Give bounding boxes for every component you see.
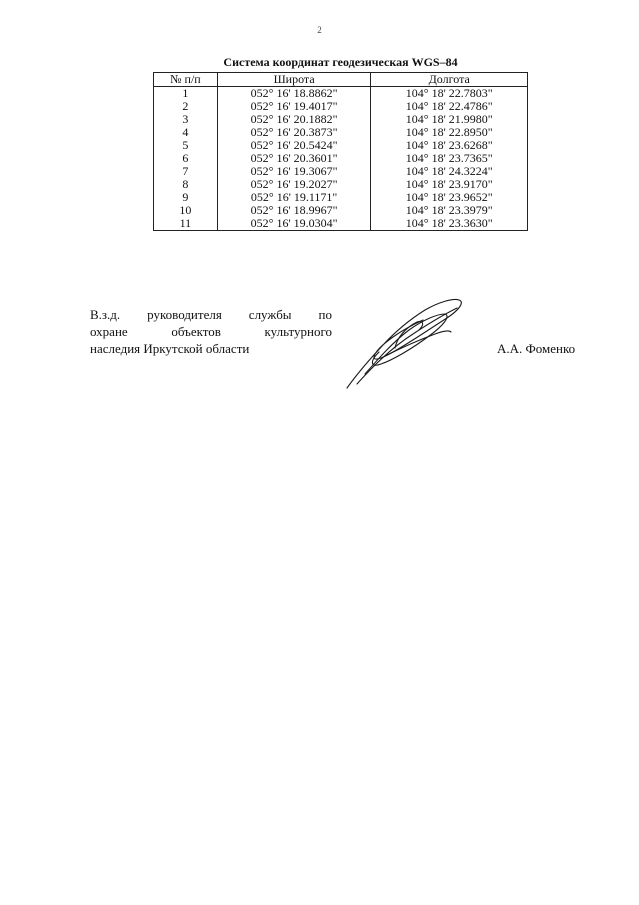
row-longitude: 104° 18' 23.6268" — [371, 139, 528, 152]
signer-position-line-2 — [90, 323, 332, 340]
header-longitude: Долгота — [371, 73, 528, 87]
position-word: В.з.д. — [90, 307, 121, 322]
row-latitude: 052° 16' 20.3601" — [217, 152, 371, 165]
row-latitude: 052° 16' 19.3067" — [217, 165, 371, 178]
row-number: 10 — [154, 204, 218, 217]
row-number: 4 — [154, 126, 218, 139]
row-latitude: 052° 16' 20.5424" — [217, 139, 371, 152]
handwritten-signature — [335, 290, 475, 395]
row-number: 8 — [154, 178, 218, 191]
signer-position-line-1 — [90, 306, 332, 323]
row-longitude: 104° 18' 21.9980" — [371, 113, 528, 126]
signer-name: А.А. Фоменко — [497, 341, 576, 356]
signer-position-line-3: наследия Иркутской области — [90, 341, 250, 356]
row-longitude: 104° 18' 23.7365" — [371, 152, 528, 165]
table-row — [154, 87, 528, 101]
coordinates-table — [153, 72, 528, 231]
header-number: № п/п — [154, 73, 218, 87]
row-latitude: 052° 16' 19.0304" — [217, 217, 371, 231]
row-number: 7 — [154, 165, 218, 178]
row-number: 5 — [154, 139, 218, 152]
row-number: 3 — [154, 113, 218, 126]
row-latitude: 052° 16' 20.3873" — [217, 126, 371, 139]
position-word: объектов — [171, 324, 221, 339]
position-word: культурного — [264, 324, 332, 339]
row-latitude: 052° 16' 19.2027" — [217, 178, 371, 191]
row-longitude: 104° 18' 23.9652" — [371, 191, 528, 204]
position-word: службы — [248, 307, 292, 322]
row-number: 6 — [154, 152, 218, 165]
position-word: руководителя — [147, 307, 222, 322]
row-longitude: 104° 18' 22.4786" — [371, 100, 528, 113]
table-header-row — [154, 73, 528, 87]
row-longitude: 104° 18' 23.3979" — [371, 204, 528, 217]
page-number: 2 — [317, 25, 322, 35]
row-longitude: 104° 18' 23.3630" — [371, 217, 528, 231]
position-word: по — [318, 307, 332, 322]
signer-position — [90, 306, 332, 357]
row-latitude: 052° 16' 20.1882" — [217, 113, 371, 126]
row-latitude: 052° 16' 19.4017" — [217, 100, 371, 113]
row-number: 11 — [154, 217, 218, 231]
position-word: охране — [90, 324, 128, 339]
row-latitude: 052° 16' 18.8862" — [217, 87, 371, 101]
table-row — [154, 217, 528, 231]
row-longitude: 104° 18' 22.8950" — [371, 126, 528, 139]
row-latitude: 052° 16' 18.9967" — [217, 204, 371, 217]
row-longitude: 104° 18' 22.7803" — [371, 87, 528, 101]
row-number: 1 — [154, 87, 218, 101]
row-number: 9 — [154, 191, 218, 204]
row-longitude: 104° 18' 23.9170" — [371, 178, 528, 191]
document-title: Система координат геодезическая WGS–84 — [223, 55, 458, 69]
row-latitude: 052° 16' 19.1171" — [217, 191, 371, 204]
row-longitude: 104° 18' 24.3224" — [371, 165, 528, 178]
row-number: 2 — [154, 100, 218, 113]
header-latitude: Широта — [217, 73, 371, 87]
